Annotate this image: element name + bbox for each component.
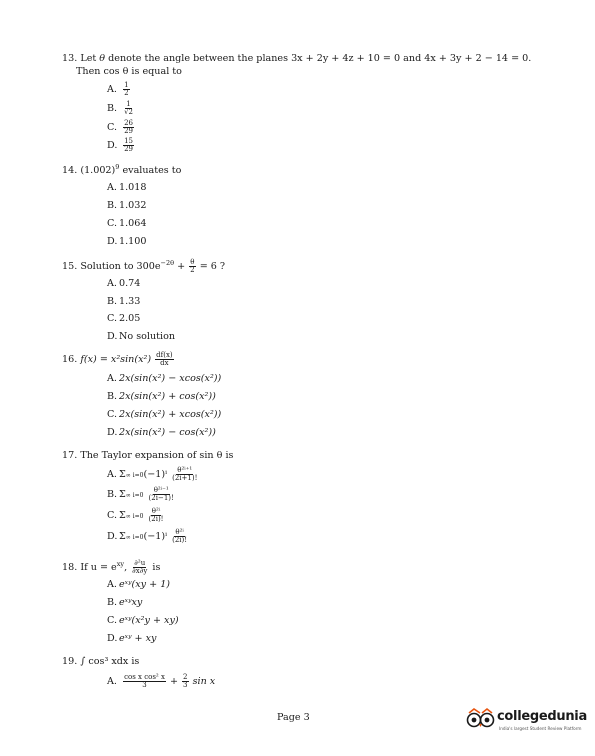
question-number: 13. <box>62 53 78 64</box>
option-17a: A. Σ∞ i=0(−1)ⁱ $\frac{\text{θ²ⁱ⁺¹}}{(2i+1)!}$ <box>107 466 198 482</box>
question-16-stem: 16. f(x) = x²sin(x²) $\frac{df(x)}{dx}$ <box>62 351 173 367</box>
option-14c: C. 1.064 <box>107 218 147 229</box>
option-18c: C. eˣʸ(x²y + xy) <box>107 615 179 626</box>
question-18-stem: 18. If $u = e^{xy}$, $\frac{\text{∂²u}}{\partial x\partial y}$ is <box>62 559 161 575</box>
question-number: 15. <box>62 261 78 272</box>
option-18a: A. eˣʸ(xy + 1) <box>107 579 171 590</box>
owl-logo-icon <box>465 706 497 730</box>
option-16b: B. 2x(sin(x²) + cos(x²)) <box>107 391 216 402</box>
option-16a: A. 2x(sin(x²) − xcos(x²)) <box>107 373 222 384</box>
question-text-line2: Then cos θ is equal to <box>76 66 182 77</box>
question-text: Let <box>80 53 100 64</box>
question-17-stem: 17. The Taylor expansion of sin θ is <box>62 450 234 461</box>
brand-tagline: India's largest Student Review Platform <box>499 726 582 731</box>
question-15-stem: 15. Solution to $300e^{-2\theta}$ + $\frac{\theta}{2}$ = 6 ? <box>62 258 226 274</box>
brand-name: collegedunia <box>497 709 587 724</box>
option-15d: D. No solution <box>107 331 176 342</box>
option-13c: C. $\frac{26}{29}$ <box>107 119 133 135</box>
option-14a: A. 1.018 <box>107 182 147 193</box>
question-number: 17. <box>62 450 78 461</box>
question-text: denote the angle between the planes 3x + 2y + 4z + 10 = 0 and 4x + 3y + 2 − 14 = 0. <box>105 53 532 64</box>
option-16c: C. 2x(sin(x²) + xcos(x²)) <box>107 409 222 420</box>
question-14-stem: 14. $(1.002)^9$ evaluates to <box>62 162 182 176</box>
question-13-stem <box>62 52 531 78</box>
question-number: 19. <box>62 656 78 667</box>
option-16d: D. 2x(sin(x²) − cos(x²)) <box>107 427 216 438</box>
option-14d: D. 1.100 <box>107 236 147 247</box>
question-number: 14. <box>62 165 78 176</box>
option-13a: A. $\frac{1}{2}$ <box>107 81 129 97</box>
question-number: 16. <box>62 354 78 365</box>
option-13b: B. $\frac{1}{√2}$ <box>107 100 133 116</box>
option-17b: B. Σ∞ i=0 $\frac{\text{θ²ⁱ⁻¹}}{(2i-1)!}$ <box>107 486 174 502</box>
theta-symbol: θ <box>99 53 106 64</box>
option-13d: D. $\frac{15}{29}$ <box>107 137 133 153</box>
question-number: 18. <box>62 562 78 573</box>
question-19-stem: 19. ∫ cos³ xdx is <box>62 656 140 667</box>
option-15c: C. 2.05 <box>107 313 141 324</box>
collegedunia-logo <box>465 700 587 744</box>
page-number: Page 3 <box>277 712 310 723</box>
option-14b: B. 1.032 <box>107 200 147 211</box>
option-19a: A. $\frac{\text{cos x cos² x}}{3}$ + $\frac{2}{3}$ sin x <box>107 673 216 689</box>
option-15b: B. 1.33 <box>107 296 141 307</box>
option-17c: C. Σ∞ i=0 $\frac{\text{θ²ⁱ}}{(2i)!}$ <box>107 507 164 523</box>
option-18d: D. eˣʸ + xy <box>107 633 157 644</box>
option-18b: B. eˣʸxy <box>107 597 143 608</box>
option-15a: A. 0.74 <box>107 278 141 289</box>
option-17d: D. Σ∞ i=0(−1)ⁱ $\frac{\text{θ²ⁱ}}{(2i)!}$ <box>107 528 188 544</box>
